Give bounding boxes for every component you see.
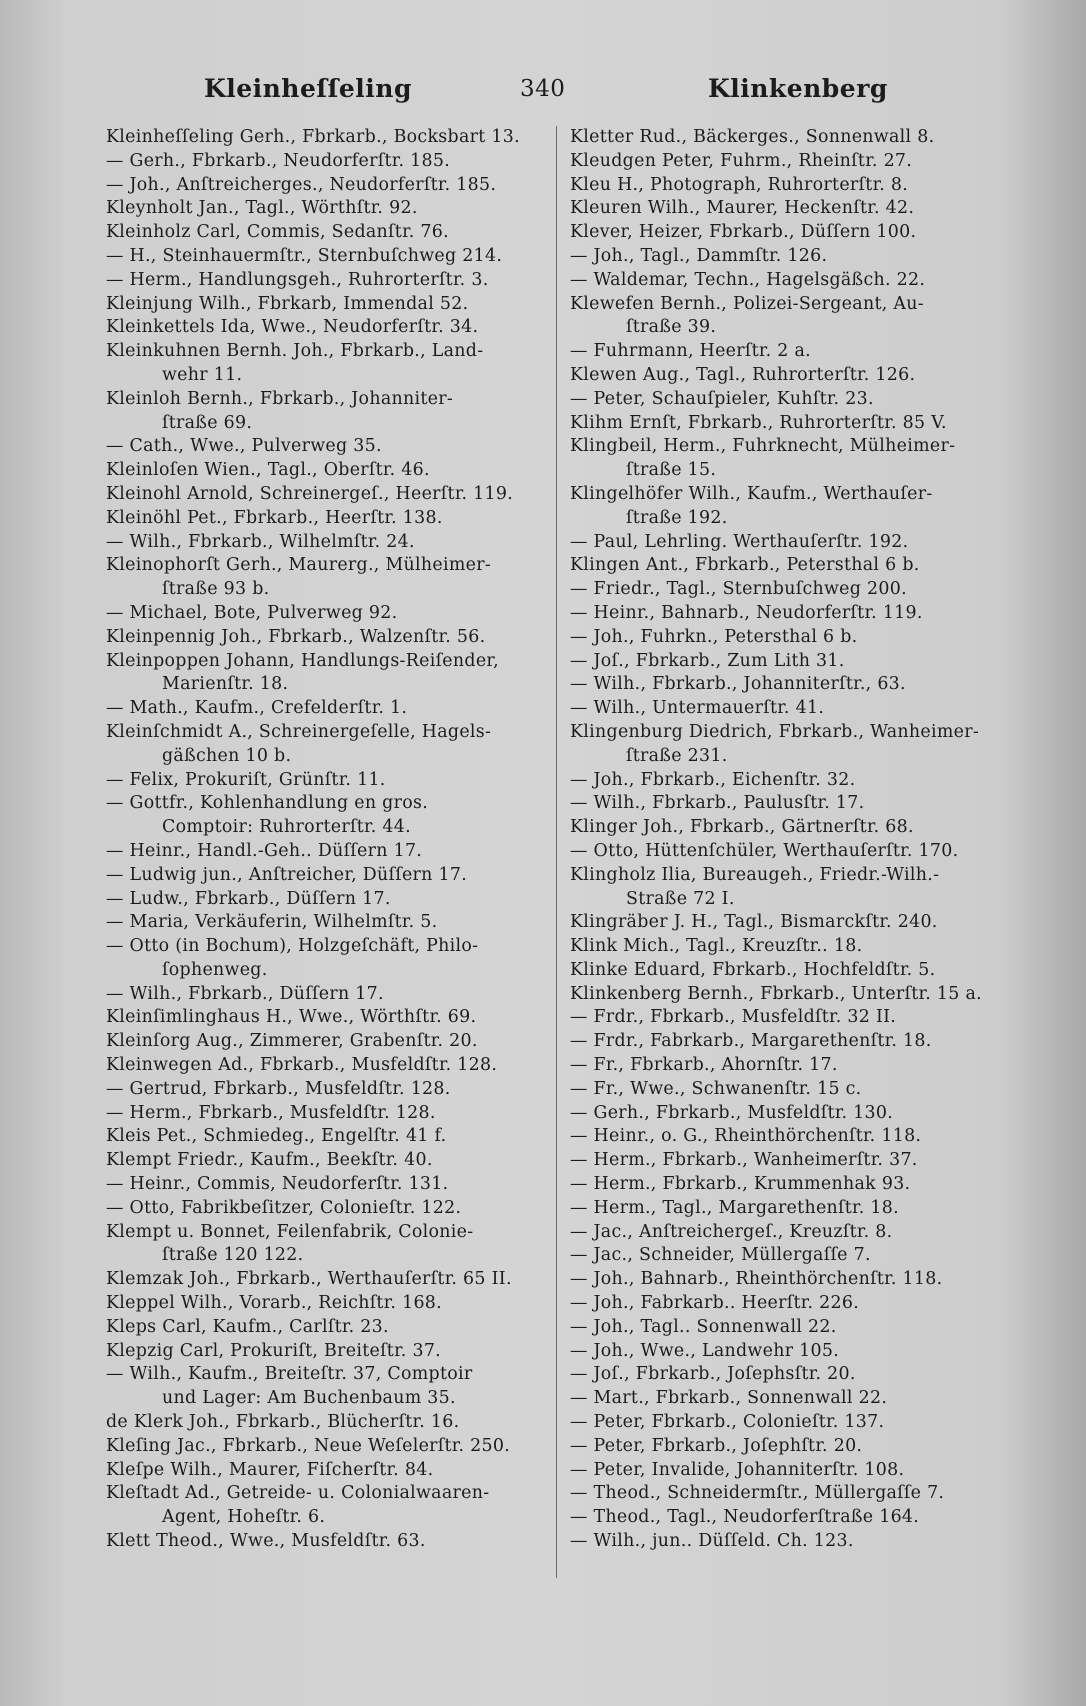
directory-entry [570,269,1005,293]
entry-line: Klever, Heizer, Fbrkarb., Düſſern 100. [570,222,917,243]
left-column [106,126,541,1554]
entry-continuation-line: gäßchen 10 b. [162,745,292,766]
entry-line: — Gerh., Fbrkarb., Neudorferſtr. 185. [106,150,451,171]
directory-entry [106,388,541,436]
entry-continuation-line: und Lager: Am Buchenbaum 35. [162,1388,456,1409]
directory-entry [570,150,1005,174]
entry-line: — Peter, Schauſpieler, Kuhſtr. 23. [570,388,874,409]
directory-entry [106,1006,541,1030]
directory-entry [570,1221,1005,1245]
entry-line: Klingelhöfer Wilh., Kaufm., Werthauſer- [570,483,933,504]
directory-entry [106,316,541,340]
directory-entry [570,245,1005,269]
directory-entry [570,721,1005,769]
entry-continuation-line: Straße 72 I. [626,888,735,909]
directory-entry [570,1125,1005,1149]
entry-line: Kleuren Wilh., Maurer, Heckenſtr. 42. [570,198,915,219]
directory-entry [570,1006,1005,1030]
directory-entry [570,1387,1005,1411]
directory-entry [106,1411,541,1435]
directory-entry [570,697,1005,721]
directory-entry [106,935,541,983]
entry-continuation-line: ſtraße 192. [626,507,728,528]
directory-entry [570,197,1005,221]
entry-line: — Wilh., Fbrkarb., Wilhelmſtr. 24. [106,531,415,552]
directory-entry [570,126,1005,150]
directory-entry [570,840,1005,864]
entry-line: Klingbeil, Herm., Fuhrknecht, Mülheimer- [570,436,956,457]
header-left-catchword: Kleinheſſeling [204,74,412,103]
entry-line: — Michael, Bote, Pulverweg 92. [106,602,398,623]
entry-line: — Theod., Schneidermſtr., Müllergaſſe 7. [570,1483,945,1504]
entry-line: — Joh., Fbrkarb., Eichenſtr. 32. [570,769,856,790]
directory-entry [106,293,541,317]
directory-entry [570,1054,1005,1078]
directory-entry [106,1197,541,1221]
entry-line: Kleinpoppen Johann, Handlungs-Reiſender, [106,650,499,671]
entry-line: — Mart., Fbrkarb., Sonnenwall 22. [570,1388,888,1409]
directory-entry [570,531,1005,555]
entry-line: — Heinr., o. G., Rheinthörchenſtr. 118. [570,1126,922,1147]
directory-entry [570,983,1005,1007]
directory-entry [570,483,1005,531]
entry-line: Kleſtadt Ad., Getreide- u. Colonialwaaren- [106,1483,490,1504]
entry-line: — Wilh., Kaufm., Breiteſtr. 37, Comptoir [106,1364,473,1385]
entry-line: — Gertrud, Fbrkarb., Musfeldſtr. 128. [106,1078,451,1099]
entry-line: — Gottfr., Kohlenhandlung en gros. [106,793,429,814]
entry-line: — Fr., Fbrkarb., Ahornſtr. 17. [570,1055,838,1076]
directory-entry [106,769,541,793]
entry-line: — Frdr., Fabrkarb., Margarethenſtr. 18. [570,1031,932,1052]
entry-line: — Joſ., Fbrkarb., Joſephsſtr. 20. [570,1364,856,1385]
directory-entry [106,269,541,293]
directory-entry [106,126,541,150]
directory-entry [106,221,541,245]
entry-line: Klihm Ernſt, Fbrkarb., Ruhrorterſtr. 85 V. [570,412,947,433]
directory-entry [106,721,541,769]
entry-line: Kleſing Jac., Fbrkarb., Neue Weſelerſtr. 250. [106,1435,511,1456]
directory-entry [106,626,541,650]
directory-entry [106,174,541,198]
directory-entry [106,1054,541,1078]
entry-line: Klewen Aug., Tagl., Ruhrorterſtr. 126. [570,364,916,385]
entry-line: — Wilh., Untermauerſtr. 41. [570,698,825,719]
directory-entry [570,174,1005,198]
directory-entry [106,1268,541,1292]
directory-entry [106,1149,541,1173]
directory-entry [570,1268,1005,1292]
entry-line: — Jac., Anſtreichergeſ., Kreuzſtr. 8. [570,1221,893,1242]
directory-entry [106,1435,541,1459]
directory-entry [570,340,1005,364]
entry-line: Klepzig Carl, Prokuriſt, Breiteſtr. 37. [106,1340,442,1361]
directory-entry [570,1506,1005,1530]
entry-continuation-line: Marienſtr. 18. [162,674,289,695]
directory-entry [106,602,541,626]
entry-line: — Ludwig jun., Anſtreicher, Düſſern 17. [106,864,468,885]
entry-line: — Wilh., Fbrkarb., Johanniterſtr., 63. [570,674,906,695]
directory-entry [106,1030,541,1054]
column-divider [556,126,557,1578]
directory-entry [106,983,541,1007]
entry-line: — Joh., Bahnarb., Rheinthörchenſtr. 118. [570,1269,943,1290]
directory-entry [570,864,1005,912]
directory-entry [106,459,541,483]
entry-line: — Friedr., Tagl., Sternbuſchweg 200. [570,579,907,600]
entry-line: Kleinöhl Pet., Fbrkarb., Heerſtr. 138. [106,507,443,528]
directory-entry [570,959,1005,983]
entry-line: Kleinholz Carl, Commis, Sedanſtr. 76. [106,222,449,243]
entry-continuation-line: ſophenweg. [162,959,268,980]
entry-line: de Klerk Joh., Fbrkarb., Blücherſtr. 16. [106,1412,460,1433]
entry-line: — Herm., Fbrkarb., Musfeldſtr. 128. [106,1102,436,1123]
entry-line: — Paul, Lehrling. Werthauſerſtr. 192. [570,531,909,552]
directory-entry [570,1173,1005,1197]
entry-line: Klinger Joh., Fbrkarb., Gärtnerſtr. 68. [570,817,914,838]
directory-entry [106,531,541,555]
directory-entry [106,1530,541,1554]
directory-entry [570,769,1005,793]
directory-entry [570,816,1005,840]
entry-line: — Frdr., Fbrkarb., Musfeldſtr. 32 II. [570,1007,897,1028]
entry-line: — Maria, Verkäuferin, Wilhelmſtr. 5. [106,912,438,933]
directory-entry [570,388,1005,412]
entry-line: — Herm., Fbrkarb., Krummenhak 93. [570,1174,911,1195]
entry-line: — Peter, Fbrkarb., Joſephſtr. 20. [570,1435,863,1456]
entry-line: Kleu H., Photograph, Ruhrorterſtr. 8. [570,174,909,195]
directory-entry [570,1340,1005,1364]
directory-entry [570,1482,1005,1506]
entry-line: — Joſ., Fbrkarb., Zum Lith 31. [570,650,845,671]
entry-line: Kleudgen Peter, Fuhrm., Rheinſtr. 27. [570,150,913,171]
directory-entry [570,650,1005,674]
directory-entry [570,221,1005,245]
directory-entry [570,364,1005,388]
entry-line: — Otto (in Bochum), Holzgeſchäft, Philo- [106,936,479,957]
directory-entry [570,673,1005,697]
directory-entry [106,1292,541,1316]
directory-entry [106,1173,541,1197]
entry-continuation-line: ſtraße 69. [162,412,253,433]
directory-entry [106,864,541,888]
directory-entry [570,412,1005,436]
directory-entry [570,1197,1005,1221]
entry-line: — H., Steinhauermſtr., Sternbuſchweg 214. [106,245,503,266]
entry-line: — Peter, Invalide, Johanniterſtr. 108. [570,1459,905,1480]
entry-line: — Peter, Fbrkarb., Colonieſtr. 137. [570,1412,885,1433]
entry-line: — Waldemar, Techn., Hagelsgäßch. 22. [570,269,926,290]
entry-line: Kleynholt Jan., Tagl., Wörthſtr. 92. [106,198,418,219]
entry-line: Kleinohl Arnold, Schreinergeſ., Heerſtr. 119. [106,483,514,504]
entry-line: — Ludw., Fbrkarb., Düſſern 17. [106,888,391,909]
directory-entry [570,911,1005,935]
directory-entry [570,554,1005,578]
page-number: 340 [520,76,566,102]
directory-entry [106,697,541,721]
directory-entry [106,840,541,864]
directory-entry [106,1316,541,1340]
directory-entry [570,293,1005,341]
entry-line: — Joh., Tagl.. Sonnenwall 22. [570,1316,837,1337]
entry-line: — Fuhrmann, Heerſtr. 2 a. [570,341,811,362]
directory-entry [106,1221,541,1269]
entry-line: — Gerh., Fbrkarb., Musfeldſtr. 130. [570,1102,894,1123]
entry-line: — Herm., Handlungsgeh., Ruhrorterſtr. 3. [106,269,489,290]
entry-line: Kleps Carl, Kaufm., Carlſtr. 23. [106,1316,389,1337]
directory-entry [570,626,1005,650]
directory-entry [570,1149,1005,1173]
directory-entry [106,554,541,602]
header-right-catchword: Klinkenberg [708,74,888,103]
directory-entry [570,602,1005,626]
directory-entry [106,1102,541,1126]
directory-entry [570,1078,1005,1102]
entry-continuation-line: Agent, Hoheſtr. 6. [162,1507,326,1528]
directory-entry [106,1482,541,1530]
directory-entry [570,935,1005,959]
entry-line: Klingholz Ilia, Bureaugeh., Friedr.-Wilh.- [570,864,940,885]
directory-entry [106,507,541,531]
entry-line: Kleinheſſeling Gerh., Fbrkarb., Bocksbart 13. [106,127,520,147]
directory-entry [106,483,541,507]
entry-line: — Herm., Fbrkarb., Wanheimerſtr. 37. [570,1150,918,1171]
entry-line: — Heinr., Handl.-Geh.. Düſſern 17. [106,840,423,861]
entry-line: Kleinwegen Ad., Fbrkarb., Musfeldſtr. 128. [106,1055,498,1076]
directory-entry [570,578,1005,602]
entry-line: — Otto, Fabrikbeſitzer, Colonieſtr. 122. [106,1197,462,1218]
directory-entry [570,1102,1005,1126]
entry-line: — Wilh., Fbrkarb., Düſſern 17. [106,983,384,1004]
entry-line: Kleinſorg Aug., Zimmerer, Grabenſtr. 20. [106,1031,478,1052]
entry-line: Kleinkettels Ida, Wwe., Neudorferſtr. 34. [106,317,479,338]
entry-line: — Felix, Prokuriſt, Grünſtr. 11. [106,769,386,790]
directory-entry [106,650,541,698]
directory-entry [106,1340,541,1364]
entry-line: — Fr., Wwe., Schwanenſtr. 15 c. [570,1078,862,1099]
entry-line: — Theod., Tagl., Neudorferſtraße 164. [570,1507,920,1528]
entry-line: Klett Theod., Wwe., Musfeldſtr. 63. [106,1531,426,1552]
directory-entry [570,792,1005,816]
entry-line: Klempt Friedr., Kaufm., Beekſtr. 40. [106,1150,433,1171]
entry-line: — Wilh., Fbrkarb., Paulusſtr. 17. [570,793,865,814]
directory-entry [570,1530,1005,1554]
entry-line: Kletter Rud., Bäckerges., Sonnenwall 8. [570,127,935,147]
right-column [570,126,1005,1554]
entry-line: Kleinloſen Wien., Tagl., Oberſtr. 46. [106,460,430,481]
directory-entry [106,1459,541,1483]
directory-entry [570,1292,1005,1316]
entry-line: Kleppel Wilh., Vorarb., Reichſtr. 168. [106,1293,443,1314]
directory-entry [106,340,541,388]
entry-line: Klempt u. Bonnet, Feilenfabrik, Colonie- [106,1221,474,1242]
entry-line: Kleinloh Bernh., Fbrkarb., Johanniter- [106,388,454,409]
entry-line: — Wilh., jun.. Düſſeld. Ch. 123. [570,1531,854,1552]
directory-entry [106,1363,541,1411]
directory-entry [570,1411,1005,1435]
entry-line: Klinke Eduard, Fbrkarb., Hochfeldſtr. 5. [570,959,936,980]
entry-line: Kleinſimlinghaus H., Wwe., Wörthſtr. 69. [106,1007,477,1028]
entry-line: — Joh., Fabrkarb.. Heerſtr. 226. [570,1293,860,1314]
directory-entry [570,1030,1005,1054]
directory-entry [570,1435,1005,1459]
entry-line: Kleinſchmidt A., Schreinergeſelle, Hagels- [106,721,492,742]
directory-entry [570,1316,1005,1340]
directory-entry [570,1363,1005,1387]
directory-entry [570,1459,1005,1483]
directory-entry [570,435,1005,483]
entry-continuation-line: ſtraße 120 122. [162,1245,304,1266]
entry-continuation-line: ſtraße 15. [626,460,717,481]
entry-line: — Jac., Schneider, Müllergaſſe 7. [570,1245,871,1266]
page-header [0,74,1086,108]
directory-entry [106,888,541,912]
entry-line: Klingräber J. H., Tagl., Bismarckſtr. 240. [570,912,938,933]
entry-continuation-line: ſtraße 231. [626,745,728,766]
entry-line: Klinkenberg Bernh., Fbrkarb., Unterſtr. 15 a. [570,983,982,1004]
entry-line: Klingenburg Diedrich, Fbrkarb., Wanheimer- [570,721,980,742]
entry-line: — Joh., Anſtreicherges., Neudorferſtr. 185. [106,174,497,195]
entry-line: Kleinophorſt Gerh., Maurerg., Mülheimer- [106,555,492,576]
entry-line: — Otto, Hüttenſchüler, Werthauſerſtr. 170. [570,840,959,861]
entry-continuation-line: ſtraße 93 b. [162,579,270,600]
entry-line: Kleis Pet., Schmiedeg., Engelſtr. 41 f. [106,1126,447,1147]
entry-line: Klemzak Joh., Fbrkarb., Werthauſerſtr. 65 II. [106,1269,512,1290]
directory-entry [106,150,541,174]
directory-entry [106,792,541,840]
entry-line: — Joh., Wwe., Landwehr 105. [570,1340,840,1361]
directory-entry [106,245,541,269]
directory-entry [106,1078,541,1102]
directory-entry [106,435,541,459]
directory-entry [106,911,541,935]
entry-line: Kleinkuhnen Bernh. Joh., Fbrkarb., Land- [106,341,484,362]
entry-line: — Heinr., Commis, Neudorferſtr. 131. [106,1174,449,1195]
directory-entry [106,197,541,221]
entry-line: — Joh., Fuhrkn., Petersthal 6 b. [570,626,858,647]
entry-line: Klink Mich., Tagl., Kreuzſtr.. 18. [570,936,863,957]
directory-entry [570,1244,1005,1268]
entry-line: Kleinjung Wilh., Fbrkarb, Immendal 52. [106,293,469,314]
entry-line: — Herm., Tagl., Margarethenſtr. 18. [570,1197,899,1218]
entry-line: — Heinr., Bahnarb., Neudorferſtr. 119. [570,602,923,623]
entry-line: — Joh., Tagl., Dammſtr. 126. [570,245,828,266]
entry-line: — Math., Kaufm., Crefelderſtr. 1. [106,698,408,719]
entry-line: Klingen Ant., Fbrkarb., Petersthal 6 b. [570,555,920,576]
entry-continuation-line: Comptoir: Ruhrorterſtr. 44. [162,817,411,838]
entry-line: Klewefen Bernh., Polizei-Sergeant, Au- [570,293,924,314]
entry-line: Kleſpe Wilh., Maurer, Fiſcherſtr. 84. [106,1459,434,1480]
entry-continuation-line: wehr 11. [162,364,243,385]
entry-line: Kleinpennig Joh., Fbrkarb., Walzenſtr. 56. [106,626,486,647]
entry-line: — Cath., Wwe., Pulverweg 35. [106,436,382,457]
directory-entry [106,1125,541,1149]
entry-continuation-line: ſtraße 39. [626,317,717,338]
